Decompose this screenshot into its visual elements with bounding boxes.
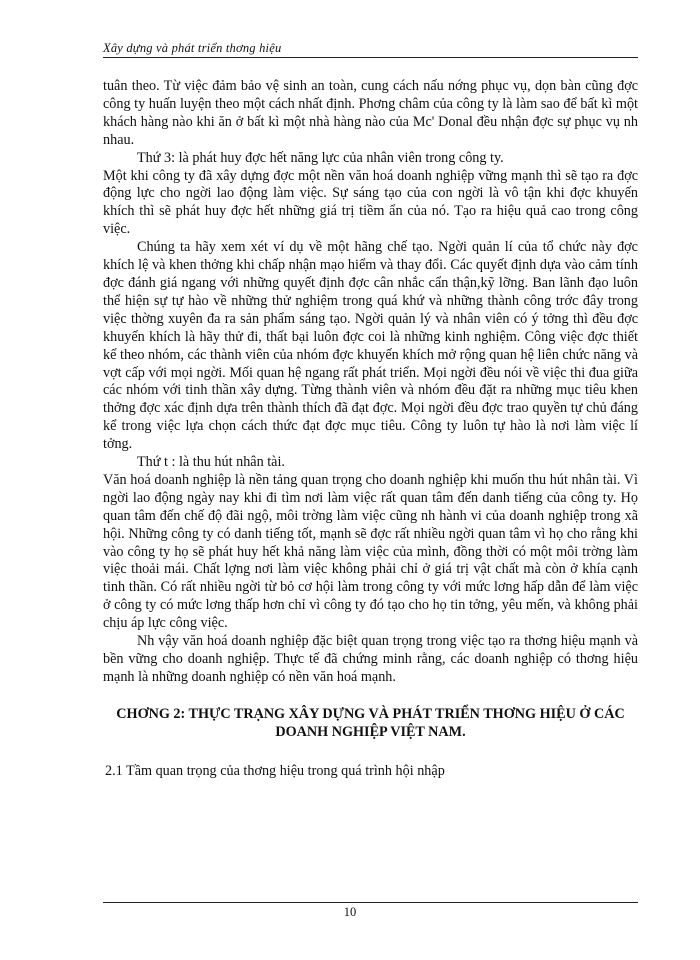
paragraph-point-four: Thứ t : là thu hút nhân tài.: [137, 454, 285, 471]
footer-divider: [103, 902, 638, 903]
header-divider: [103, 57, 638, 58]
running-header: Xây dựng và phát triển thơng hiệu: [103, 41, 282, 55]
section-heading: 2.1 Tầm quan trọng của thơng hiệu trong quá trình hội nhập: [105, 762, 445, 779]
paragraph-motivation: Một khi công ty đã xây dựng đợc một nền văn hoá doanh nghiệp vững mạnh thì sẽ tạo ra đợc động lực cho ngời lao động làm việc. Sự sáng tạo của con ngời là vô tận khi đợc khuyến khích thì sẽ phát huy đợc hết những giá trị tiềm ẩn của nó. Tạo ra hiệu quả cao trong công việc.: [103, 167, 638, 238]
page-body: [103, 78, 638, 781]
chapter-heading: CHƠNG 2: THỰC TRẠNG XÂY DỰNG VÀ PHÁT TRIỂN THƠNG HIỆU Ở CÁC DOANH NGHIỆP VIỆT NAM.: [116, 705, 625, 740]
paragraph-talent: Văn hoá doanh nghiệp là nền tảng quan trọng cho doanh nghiệp khi muốn thu hút nhân tài. Vì ngời lao động ngày nay khi đi tìm nơi làm việc rất quan tâm đến danh tiếng của công ty. Họ quan tâm đến chế độ đãi ngộ, môi trờng làm việc cũng nh hành vi của doanh nghiệp trong xã hội. Những công ty có danh tiếng tốt, mạnh sẽ đợc rất nhiều ngời quan tâm vì họ cho rằng khi vào công ty họ sẽ phát huy hết khả năng làm việc của mình, đồng thời có một môi trờng làm việc thoải mái. Chất lợng nơi làm việc không phải chỉ ở giá trị vật chất mà còn ở khía cạnh tinh thần. Có rất nhiều ngời từ bỏ cơ hội làm trong công ty với mức lơng hấp dẫn để làm việc ở công ty có mức lơng thấp hơn chỉ vì công ty đó tạo cho họ tin tởng, yêu mến, và không phải chịu áp lực công việc.: [103, 471, 638, 632]
page-number: 10: [343, 905, 357, 919]
paragraph-point-three: Thứ 3: là phát huy đợc hết năng lực của nhân viên trong công ty.: [137, 149, 504, 166]
paragraph-continued: tuân theo. Từ việc đảm bảo vệ sinh an toàn, cung cách nấu nớng phục vụ, dọn bàn cũng đợc công ty huấn luyện theo một cách nhất định. Phơng châm của công ty là làm sao để bất kì một khách hàng nào khi ăn ở bất kì một nhà hàng nào của Mc' Donal đều nhận đợc sự phục vụ nh nhau.: [103, 78, 638, 148]
paragraph-example: Chúng ta hãy xem xét ví dụ về một hãng chế tạo. Ngời quản lí của tổ chức này đợc khích lệ và khen thởng khi chấp nhận mạo hiểm và thay đổi. Các quyết định dựa vào cảm tính đợc đánh giá ngang với những quyết định đợc cân nhắc cẩn thận,kỹ lỡng. Ban lãnh đạo luôn thể hiện sự tự hào về những thử nghiệm trong quá khứ và những thành công trớc đây trong việc thờng xuyên đa ra sản phẩm sáng tạo. Ngời quản lý và nhân viên có ý tởng thì đều đợc khuyến khích là hãy thử đi, thất bại luôn đợc coi là những kinh nghiệm. Công việc đợc thiết kế theo nhóm, các thành viên của nhóm đợc khuyến khích mở rộng quan hệ liên chức năng và vợt cấp với mọi ngời. Mối quan hệ ngang rất phát triển. Mọi ngời đều nói về việc thi đua giữa các nhóm với tinh thần xây dựng. Từng thành viên và nhóm đều đặt ra những mục tiêu khen thởng đợc xác định dựa trên thành thích đã đạt đợc. Mọi ngời đều đợc trao quyền tự chủ đáng kể trong việc lựa chọn cách thức đạt đợc mục tiêu. Công ty luôn tự hào là nơi làm việc lí tởng.: [103, 239, 638, 453]
paragraph-conclusion: Nh vậy văn hoá doanh nghiệp đặc biệt quan trọng trong việc tạo ra thơng hiệu mạnh và bền vững cho doanh nghiệp. Thực tế đã chứng minh rằng, các doanh nghiệp có thơng hiệu mạnh là những doanh nghiệp có nền văn hoá mạnh.: [103, 633, 638, 685]
